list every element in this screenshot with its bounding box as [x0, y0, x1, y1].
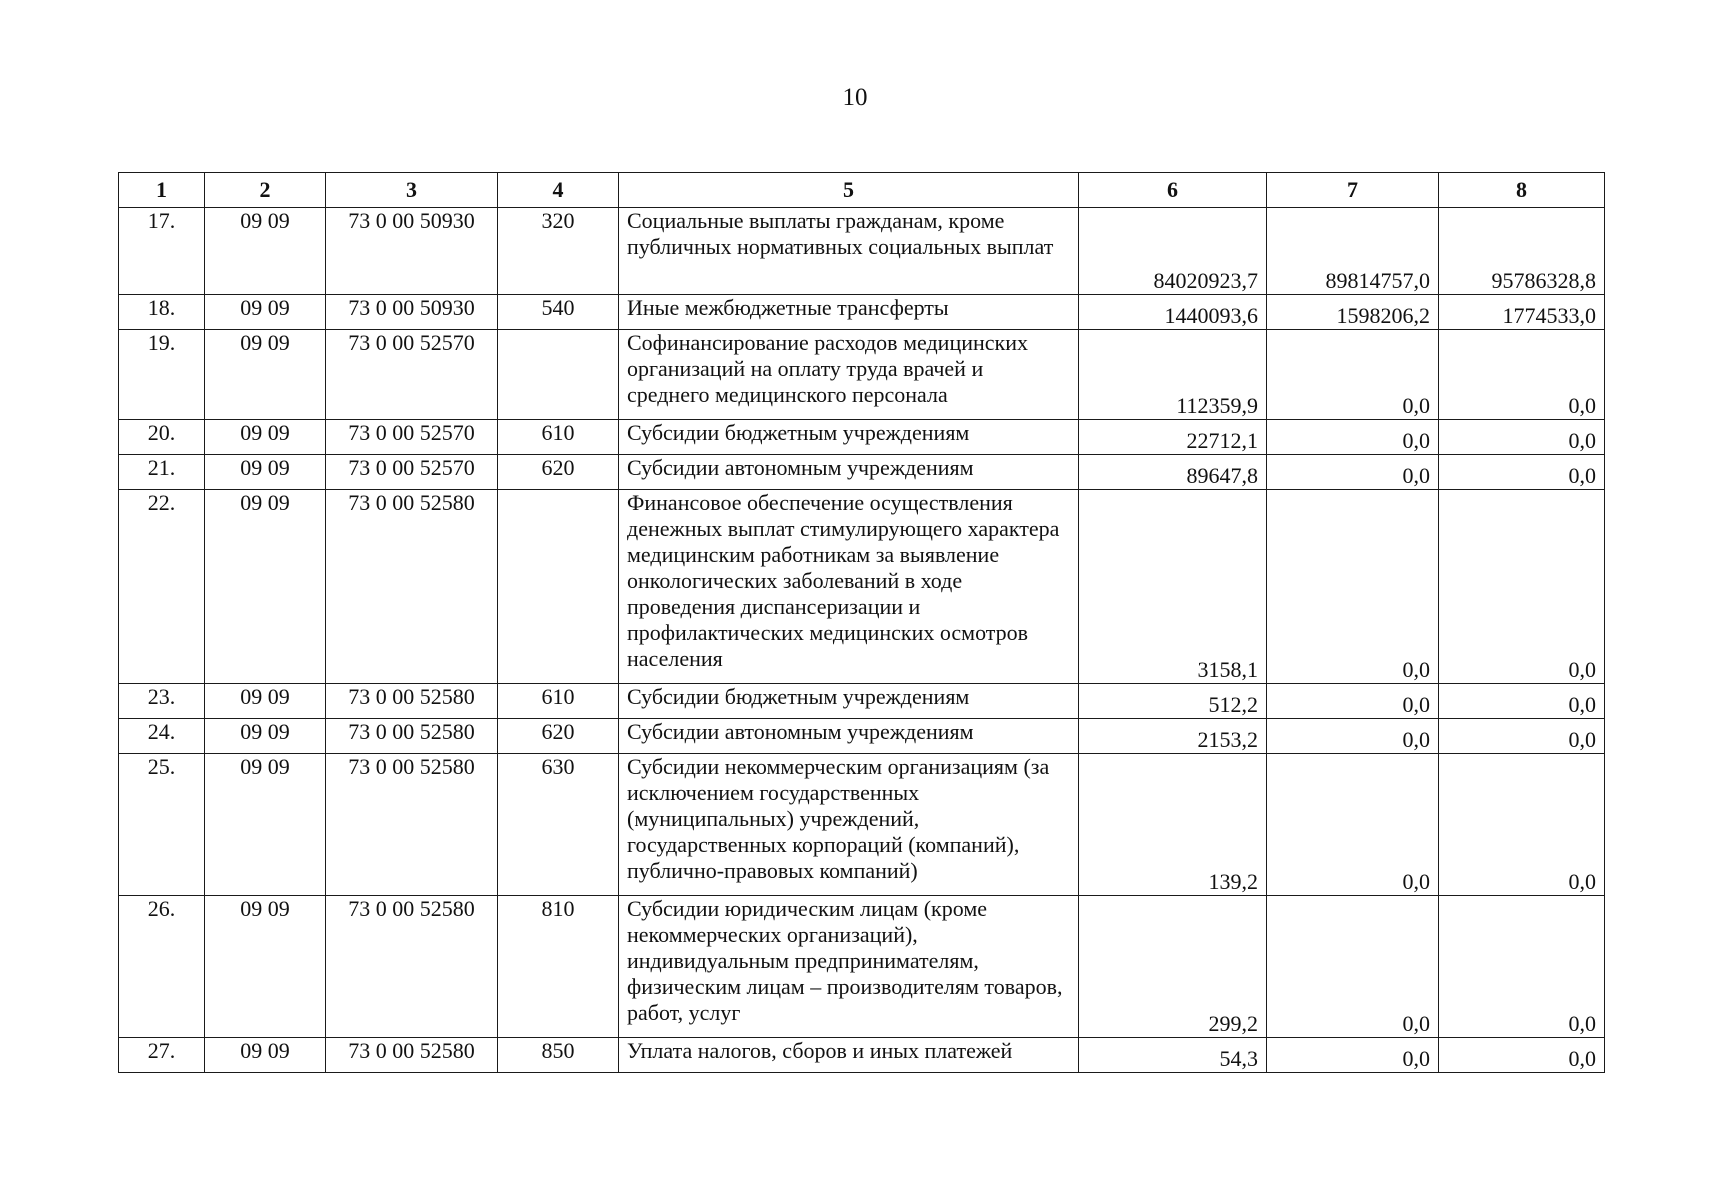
expense-description: Уплата налогов, сборов и иных платежей	[619, 1038, 1079, 1073]
target-article-code: 73 0 00 52580	[326, 684, 498, 719]
amount-col6: 22712,1	[1079, 420, 1267, 455]
header-row	[119, 173, 1605, 208]
expense-description: Финансовое обеспечение осуществления денежных выплат стимулирующего характера медицинским работникам за выявление онкологических заболеваний в ходе проведения диспансеризации и профилактических медицинских осмотров населения	[619, 490, 1079, 684]
row-number: 19.	[119, 330, 205, 420]
row-number: 23.	[119, 684, 205, 719]
amount-col8: 0,0	[1439, 1038, 1605, 1073]
table-row	[119, 896, 1605, 1038]
expense-type-code: 620	[498, 455, 619, 490]
expense-description: Субсидии бюджетным учреждениям	[619, 420, 1079, 455]
amount-col8: 0,0	[1439, 420, 1605, 455]
section-code: 09 09	[205, 455, 326, 490]
amount-col7: 0,0	[1267, 420, 1439, 455]
expense-type-code	[498, 490, 619, 684]
expense-type-code: 320	[498, 208, 619, 295]
section-code: 09 09	[205, 208, 326, 295]
row-number: 20.	[119, 420, 205, 455]
section-code: 09 09	[205, 420, 326, 455]
row-number: 22.	[119, 490, 205, 684]
header-cell: 7	[1267, 173, 1439, 208]
expense-description: Социальные выплаты гражданам, кроме публичных нормативных социальных выплат	[619, 208, 1079, 295]
section-code: 09 09	[205, 1038, 326, 1073]
header-cell: 5	[619, 173, 1079, 208]
amount-col8: 0,0	[1439, 330, 1605, 420]
amount-col6: 139,2	[1079, 754, 1267, 896]
target-article-code: 73 0 00 52580	[326, 1038, 498, 1073]
amount-col7: 0,0	[1267, 754, 1439, 896]
expense-description: Иные межбюджетные трансферты	[619, 295, 1079, 330]
expense-type-code: 630	[498, 754, 619, 896]
table-row	[119, 684, 1605, 719]
header-cell: 2	[205, 173, 326, 208]
expense-type-code: 850	[498, 1038, 619, 1073]
header-cell: 4	[498, 173, 619, 208]
amount-col8: 0,0	[1439, 684, 1605, 719]
row-number: 17.	[119, 208, 205, 295]
target-article-code: 73 0 00 52570	[326, 330, 498, 420]
expense-type-code: 610	[498, 684, 619, 719]
section-code: 09 09	[205, 330, 326, 420]
amount-col6: 299,2	[1079, 896, 1267, 1038]
row-number: 18.	[119, 295, 205, 330]
target-article-code: 73 0 00 52570	[326, 455, 498, 490]
amount-col6: 89647,8	[1079, 455, 1267, 490]
amount-col6: 3158,1	[1079, 490, 1267, 684]
amount-col8: 0,0	[1439, 896, 1605, 1038]
amount-col8: 95786328,8	[1439, 208, 1605, 295]
expense-description: Софинансирование расходов медицинских организаций на оплату труда врачей и среднего медицинского персонала	[619, 330, 1079, 420]
section-code: 09 09	[205, 719, 326, 754]
table-row	[119, 420, 1605, 455]
amount-col7: 0,0	[1267, 719, 1439, 754]
expense-description: Субсидии бюджетным учреждениям	[619, 684, 1079, 719]
table-row	[119, 719, 1605, 754]
amount-col6: 112359,9	[1079, 330, 1267, 420]
header-cell: 3	[326, 173, 498, 208]
target-article-code: 73 0 00 52580	[326, 896, 498, 1038]
expense-description: Субсидии юридическим лицам (кроме некоммерческих организаций), индивидуальным предпринимателям, физическим лицам – производителям товаров, работ, услуг	[619, 896, 1079, 1038]
expense-description: Субсидии некоммерческим организациям (за исключением государственных (муниципальных) учреждений, государственных корпораций (компаний), публично-правовых компаний)	[619, 754, 1079, 896]
expense-type-code	[498, 330, 619, 420]
header-cell: 6	[1079, 173, 1267, 208]
expense-description: Субсидии автономным учреждениям	[619, 719, 1079, 754]
amount-col8: 0,0	[1439, 455, 1605, 490]
amount-col7: 0,0	[1267, 684, 1439, 719]
amount-col6: 1440093,6	[1079, 295, 1267, 330]
table-row	[119, 754, 1605, 896]
section-code: 09 09	[205, 490, 326, 684]
table-row	[119, 1038, 1605, 1073]
row-number: 26.	[119, 896, 205, 1038]
expense-type-code: 620	[498, 719, 619, 754]
amount-col6: 2153,2	[1079, 719, 1267, 754]
expense-description: Субсидии автономным учреждениям	[619, 455, 1079, 490]
amount-col7: 0,0	[1267, 896, 1439, 1038]
row-number: 24.	[119, 719, 205, 754]
amount-col8: 1774533,0	[1439, 295, 1605, 330]
target-article-code: 73 0 00 52570	[326, 420, 498, 455]
row-number: 27.	[119, 1038, 205, 1073]
table-row	[119, 330, 1605, 420]
amount-col7: 0,0	[1267, 490, 1439, 684]
target-article-code: 73 0 00 52580	[326, 719, 498, 754]
target-article-code: 73 0 00 50930	[326, 295, 498, 330]
header-cell: 1	[119, 173, 205, 208]
expense-type-code: 610	[498, 420, 619, 455]
header-cell: 8	[1439, 173, 1605, 208]
amount-col7: 0,0	[1267, 330, 1439, 420]
table-row	[119, 455, 1605, 490]
table-row	[119, 295, 1605, 330]
budget-table	[118, 172, 1605, 1073]
section-code: 09 09	[205, 295, 326, 330]
expense-type-code: 810	[498, 896, 619, 1038]
section-code: 09 09	[205, 754, 326, 896]
amount-col6: 84020923,7	[1079, 208, 1267, 295]
amount-col7: 0,0	[1267, 1038, 1439, 1073]
amount-col6: 54,3	[1079, 1038, 1267, 1073]
amount-col7: 1598206,2	[1267, 295, 1439, 330]
amount-col7: 0,0	[1267, 455, 1439, 490]
row-number: 25.	[119, 754, 205, 896]
target-article-code: 73 0 00 50930	[326, 208, 498, 295]
expense-type-code: 540	[498, 295, 619, 330]
amount-col8: 0,0	[1439, 490, 1605, 684]
table-row	[119, 490, 1605, 684]
target-article-code: 73 0 00 52580	[326, 754, 498, 896]
amount-col8: 0,0	[1439, 754, 1605, 896]
target-article-code: 73 0 00 52580	[326, 490, 498, 684]
amount-col6: 512,2	[1079, 684, 1267, 719]
page-number: 10	[842, 84, 868, 111]
amount-col7: 89814757,0	[1267, 208, 1439, 295]
table-row	[119, 208, 1605, 295]
section-code: 09 09	[205, 896, 326, 1038]
row-number: 21.	[119, 455, 205, 490]
section-code: 09 09	[205, 684, 326, 719]
amount-col8: 0,0	[1439, 719, 1605, 754]
